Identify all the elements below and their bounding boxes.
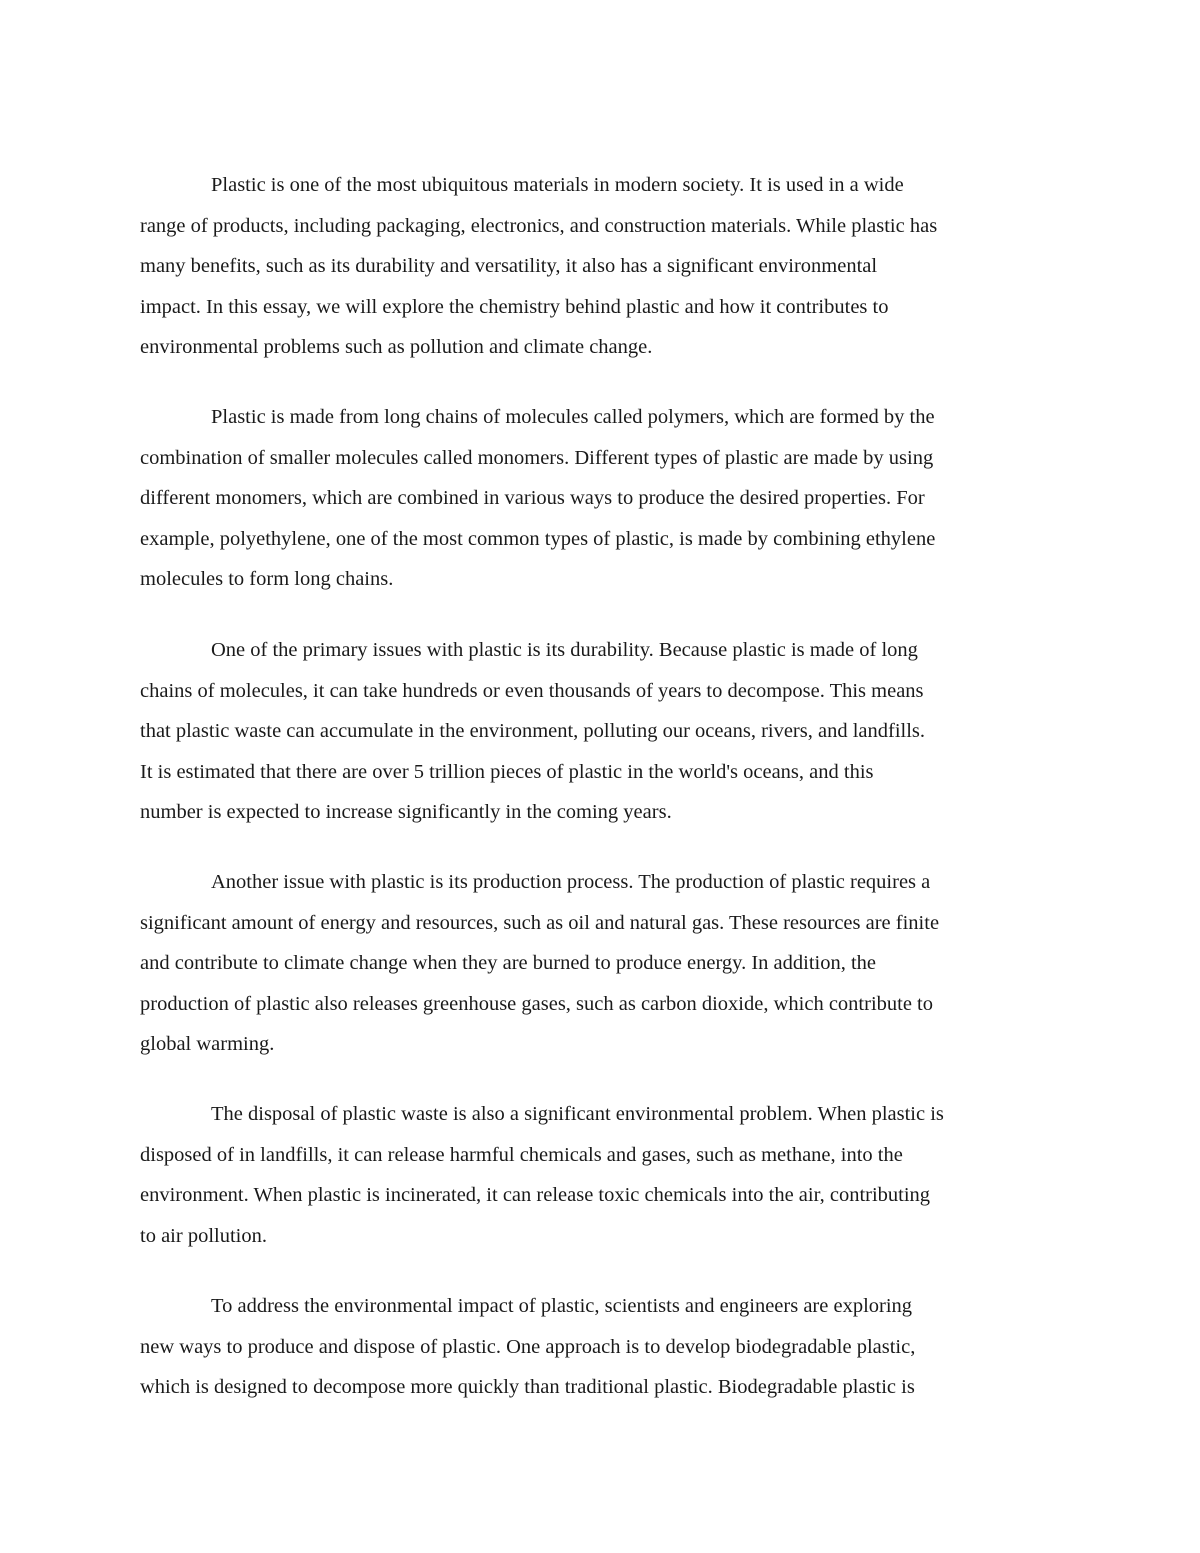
paragraph-line: The disposal of plastic waste is also a significant environmental problem. When plastic is xyxy=(211,1103,944,1125)
paragraph-5 xyxy=(140,1094,1070,1256)
paragraph-line: Plastic is one of the most ubiquitous materials in modern society. It is used in a wide xyxy=(211,174,904,196)
paragraph-line: environmental problems such as pollution and climate change. xyxy=(140,336,653,359)
paragraph-2 xyxy=(140,397,1070,600)
paragraph-4 xyxy=(140,862,1070,1065)
paragraph-line: production of plastic also releases greenhouse gases, such as carbon dioxide, which contribute to xyxy=(140,992,934,1015)
paragraph-line: many benefits, such as its durability and versatility, it also has a significant environmental xyxy=(140,255,878,278)
paragraph-line: new ways to produce and dispose of plastic. One approach is to develop biodegradable plastic, xyxy=(140,1335,916,1358)
paragraph-line: example, polyethylene, one of the most common types of plastic, is made by combining ethylene xyxy=(140,527,936,550)
paragraph-line: Another issue with plastic is its production process. The production of plastic requires a xyxy=(211,871,931,893)
paragraph-line: One of the primary issues with plastic is its durability. Because plastic is made of long xyxy=(211,639,918,661)
paragraph-line: range of products, including packaging, electronics, and construction materials. While plastic has xyxy=(140,214,938,237)
paragraph-line: that plastic waste can accumulate in the environment, polluting our oceans, rivers, and landfills. xyxy=(140,720,926,743)
paragraph-line: impact. In this essay, we will explore the chemistry behind plastic and how it contributes to xyxy=(140,295,889,318)
paragraph-6 xyxy=(140,1286,1070,1408)
paragraph-line: global warming. xyxy=(140,1033,275,1056)
paragraph-line: different monomers, which are combined in various ways to produce the desired properties. For xyxy=(140,487,925,510)
paragraph-1 xyxy=(140,165,1070,368)
paragraph-line: to air pollution. xyxy=(140,1224,267,1247)
paragraph-line: environment. When plastic is incinerated, it can release toxic chemicals into the air, contributing xyxy=(140,1184,931,1207)
paragraph-line: significant amount of energy and resources, such as oil and natural gas. These resources are finite xyxy=(140,911,940,934)
paragraph-line: Plastic is made from long chains of molecules called polymers, which are formed by the xyxy=(211,406,935,428)
paragraph-line: combination of smaller molecules called monomers. Different types of plastic are made by using xyxy=(140,446,934,469)
paragraph-line: number is expected to increase significantly in the coming years. xyxy=(140,801,672,824)
paragraph-line: chains of molecules, it can take hundreds or even thousands of years to decompose. This means xyxy=(140,679,924,702)
paragraph-line: molecules to form long chains. xyxy=(140,568,394,591)
paragraph-line: It is estimated that there are over 5 trillion pieces of plastic in the world's oceans, and this xyxy=(140,760,874,783)
paragraph-line: and contribute to climate change when they are burned to produce energy. In addition, the xyxy=(140,952,877,975)
paragraph-3 xyxy=(140,630,1070,833)
paragraph-line: To address the environmental impact of plastic, scientists and engineers are exploring xyxy=(211,1295,913,1317)
paragraph-line: disposed of in landfills, it can release harmful chemicals and gases, such as methane, into the xyxy=(140,1143,903,1166)
paragraph-line: which is designed to decompose more quickly than traditional plastic. Biodegradable plastic is xyxy=(140,1376,915,1399)
